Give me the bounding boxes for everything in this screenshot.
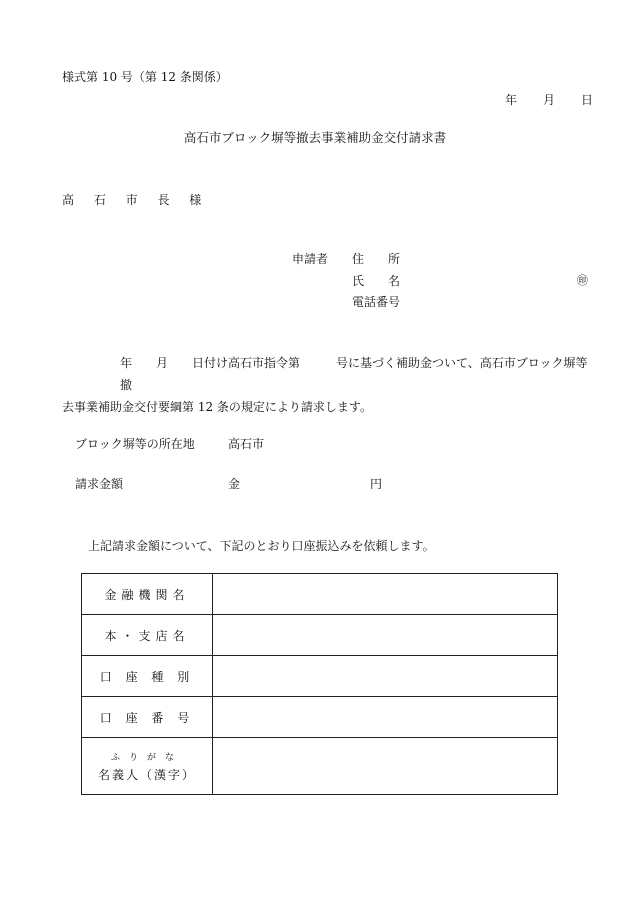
date-year-label: 年	[505, 93, 518, 107]
branch-name-field[interactable]	[213, 615, 558, 656]
paragraph-line-2: 去事業補助金交付要綱第 12 条の規定により請求します。	[62, 400, 372, 414]
table-row	[82, 656, 558, 697]
location-value: 高石市	[228, 437, 265, 451]
document-title: 高石市ブロック塀等撤去事業補助金交付請求書	[183, 130, 447, 145]
applicant-label: 申請者	[292, 252, 329, 266]
amount-suffix: 円	[370, 477, 383, 491]
table-row	[82, 574, 558, 615]
account-holder-ruby: ふりがな	[110, 752, 183, 763]
account-type-label: 口 座 種 別	[82, 656, 213, 697]
account-holder-label: 名義人（漢字）	[97, 767, 196, 782]
bank-account-table	[81, 573, 558, 795]
table-row	[82, 697, 558, 738]
account-type-field[interactable]	[213, 656, 558, 697]
form-number: 様式第 10 号（第 12 条関係）	[62, 70, 228, 84]
date-day-label: 日	[581, 93, 594, 107]
name-label: 氏 名	[352, 274, 401, 288]
account-holder-field[interactable]	[213, 738, 558, 795]
seal-mark: ㊞	[577, 274, 588, 287]
address-label: 住 所	[352, 252, 401, 266]
transfer-instruction: 上記請求金額について、下記のとおり口座振込みを依頼します。	[88, 539, 435, 553]
table-row	[82, 738, 558, 795]
date-line	[505, 91, 593, 108]
addressee: 高 石 市 長 様	[62, 193, 210, 207]
paragraph-line-1: 年 月 日付け高石市指令第 号に基づく補助金ついて、高石市ブロック塀等撤	[120, 356, 588, 392]
phone-label: 電話番号	[352, 295, 401, 309]
account-number-field[interactable]	[213, 697, 558, 738]
bank-name-label: 金融機関名	[82, 574, 213, 615]
location-label: ブロック塀等の所在地	[75, 437, 195, 451]
amount-label: 請求金額	[75, 477, 124, 491]
date-month-label: 月	[543, 93, 556, 107]
account-number-label: 口 座 番 号	[82, 697, 213, 738]
amount-prefix: 金	[228, 477, 241, 491]
table-row	[82, 615, 558, 656]
branch-name-label: 本・支店名	[82, 615, 213, 656]
account-holder-cell	[82, 738, 213, 795]
bank-name-field[interactable]	[213, 574, 558, 615]
request-paragraph	[62, 352, 592, 418]
